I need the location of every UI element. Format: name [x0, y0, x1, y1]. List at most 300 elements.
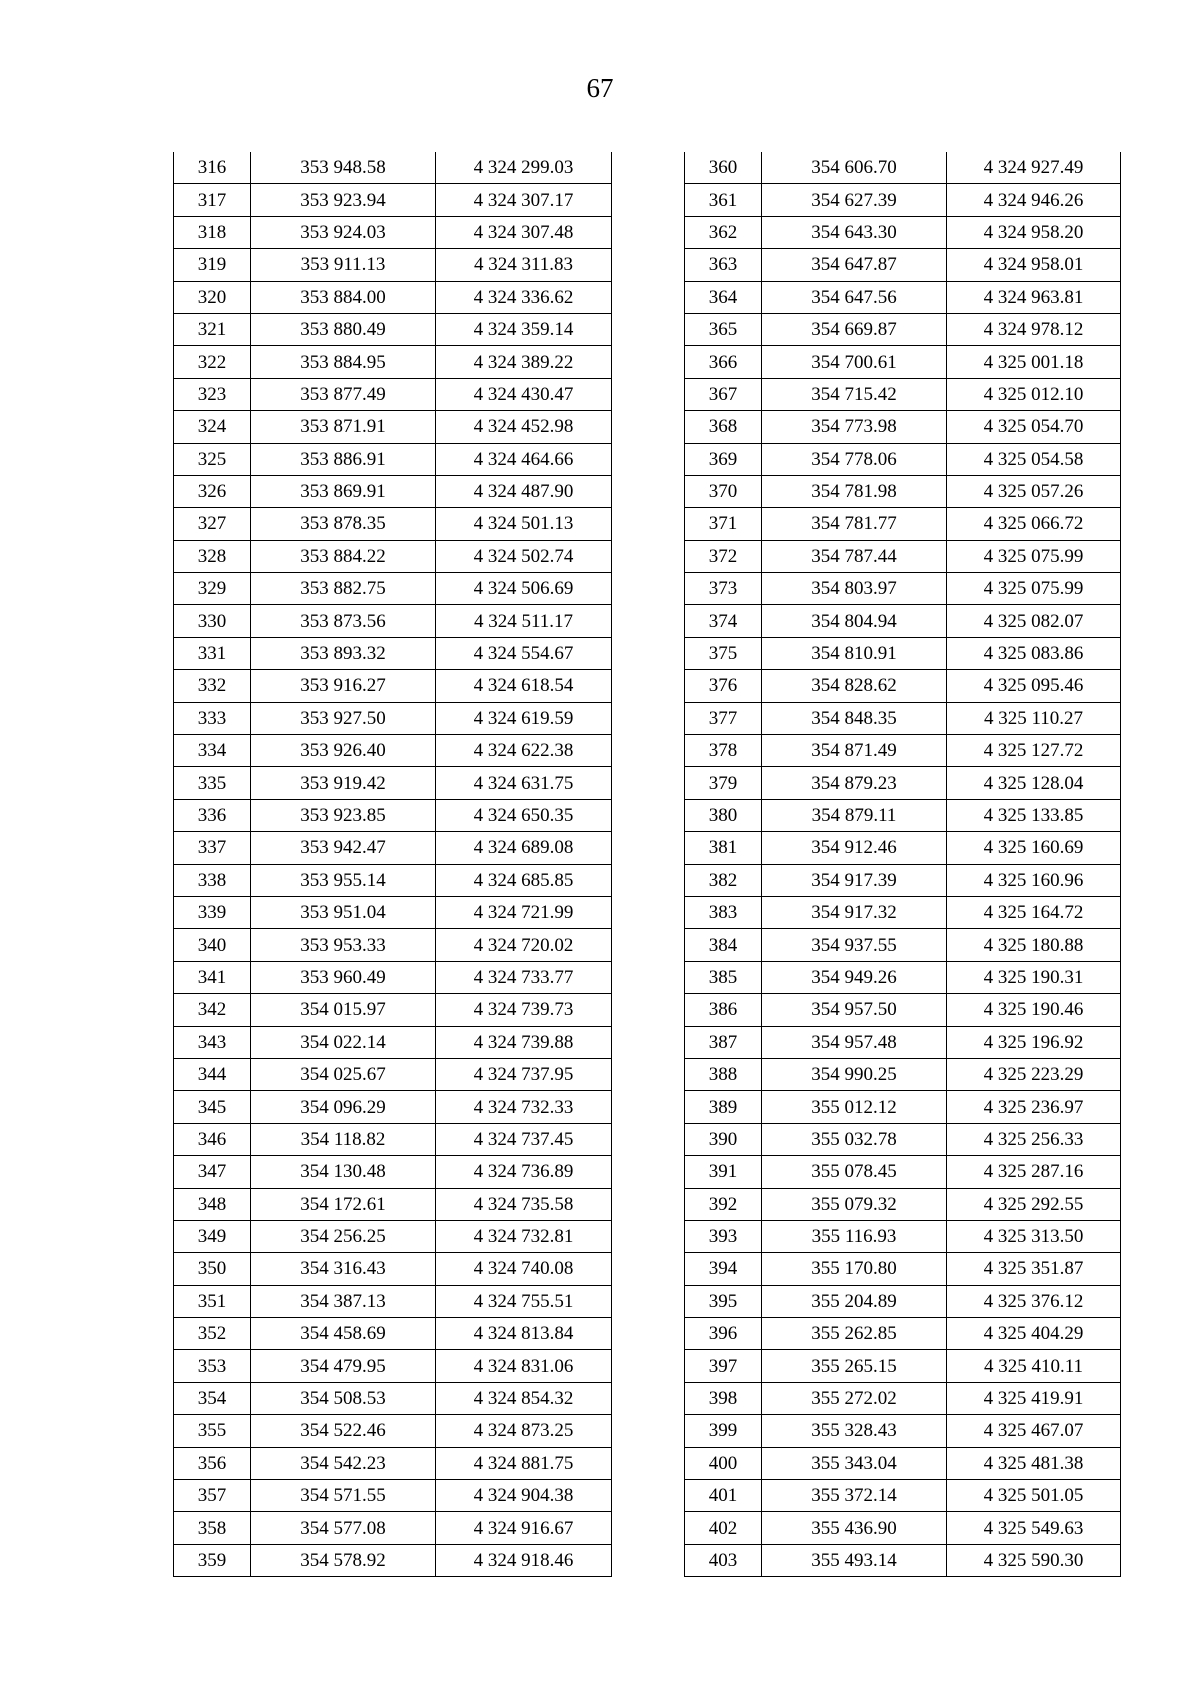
x-coordinate-cell: 354 787.44: [762, 540, 947, 572]
y-coordinate-cell: 4 324 873.25: [436, 1415, 612, 1447]
point-number-cell: 381: [685, 832, 762, 864]
x-coordinate-cell: 355 372.14: [762, 1480, 947, 1512]
point-number-cell: 374: [685, 605, 762, 637]
x-coordinate-cell: 354 022.14: [251, 1026, 436, 1058]
table-row: [685, 994, 1121, 1026]
x-coordinate-cell: 353 880.49: [251, 313, 436, 345]
table-row: [174, 313, 612, 345]
table-row: [174, 637, 612, 669]
y-coordinate-cell: 4 324 511.17: [436, 605, 612, 637]
table-row: [174, 864, 612, 896]
y-coordinate-cell: 4 325 419.91: [947, 1382, 1121, 1414]
point-number-cell: 351: [174, 1285, 251, 1317]
y-coordinate-cell: 4 325 467.07: [947, 1415, 1121, 1447]
y-coordinate-cell: 4 324 721.99: [436, 896, 612, 928]
point-number-cell: 331: [174, 637, 251, 669]
point-number-cell: 329: [174, 573, 251, 605]
x-coordinate-cell: 354 912.46: [762, 832, 947, 864]
table-row: [174, 281, 612, 313]
table-row: [174, 735, 612, 767]
y-coordinate-cell: 4 325 012.10: [947, 378, 1121, 410]
point-number-cell: 378: [685, 735, 762, 767]
point-number-cell: 367: [685, 378, 762, 410]
y-coordinate-cell: 4 325 127.72: [947, 735, 1121, 767]
x-coordinate-cell: 354 479.95: [251, 1350, 436, 1382]
y-coordinate-cell: 4 325 180.88: [947, 929, 1121, 961]
table-row: [174, 249, 612, 281]
x-coordinate-cell: 354 172.61: [251, 1188, 436, 1220]
table-row: [174, 1415, 612, 1447]
x-coordinate-cell: 354 773.98: [762, 411, 947, 443]
y-coordinate-cell: 4 324 619.59: [436, 702, 612, 734]
point-number-cell: 393: [685, 1220, 762, 1252]
table-row: [685, 508, 1121, 540]
point-number-cell: 396: [685, 1318, 762, 1350]
x-coordinate-cell: 353 916.27: [251, 670, 436, 702]
y-coordinate-cell: 4 325 054.58: [947, 443, 1121, 475]
x-coordinate-cell: 354 577.08: [251, 1512, 436, 1544]
table-row: [174, 1058, 612, 1090]
x-coordinate-cell: 354 810.91: [762, 637, 947, 669]
point-number-cell: 357: [174, 1480, 251, 1512]
table-row: [174, 1382, 612, 1414]
y-coordinate-cell: 4 324 732.81: [436, 1220, 612, 1252]
y-coordinate-cell: 4 325 223.29: [947, 1058, 1121, 1090]
y-coordinate-cell: 4 325 404.29: [947, 1318, 1121, 1350]
x-coordinate-cell: 354 957.48: [762, 1026, 947, 1058]
point-number-cell: 338: [174, 864, 251, 896]
x-coordinate-cell: 353 923.85: [251, 799, 436, 831]
y-coordinate-cell: 4 325 133.85: [947, 799, 1121, 831]
y-coordinate-cell: 4 324 733.77: [436, 961, 612, 993]
y-coordinate-cell: 4 325 501.05: [947, 1480, 1121, 1512]
table-row: [685, 961, 1121, 993]
point-number-cell: 330: [174, 605, 251, 637]
table-row: [174, 1220, 612, 1252]
point-number-cell: 370: [685, 475, 762, 507]
y-coordinate-cell: 4 324 946.26: [947, 184, 1121, 216]
point-number-cell: 389: [685, 1091, 762, 1123]
point-number-cell: 343: [174, 1026, 251, 1058]
table-row: [174, 702, 612, 734]
y-coordinate-cell: 4 325 236.97: [947, 1091, 1121, 1123]
point-number-cell: 317: [174, 184, 251, 216]
y-coordinate-cell: 4 324 978.12: [947, 313, 1121, 345]
table-row: [685, 313, 1121, 345]
x-coordinate-cell: 354 015.97: [251, 994, 436, 1026]
x-coordinate-cell: 353 871.91: [251, 411, 436, 443]
x-coordinate-cell: 353 942.47: [251, 832, 436, 864]
table-row: [685, 1447, 1121, 1479]
point-number-cell: 385: [685, 961, 762, 993]
point-number-cell: 320: [174, 281, 251, 313]
point-number-cell: 328: [174, 540, 251, 572]
point-number-cell: 368: [685, 411, 762, 443]
point-number-cell: 403: [685, 1544, 762, 1576]
table-row: [685, 1350, 1121, 1382]
point-number-cell: 371: [685, 508, 762, 540]
point-number-cell: 353: [174, 1350, 251, 1382]
point-number-cell: 361: [685, 184, 762, 216]
y-coordinate-cell: 4 324 737.45: [436, 1123, 612, 1155]
point-number-cell: 321: [174, 313, 251, 345]
y-coordinate-cell: 4 324 618.54: [436, 670, 612, 702]
x-coordinate-cell: 354 508.53: [251, 1382, 436, 1414]
point-number-cell: 375: [685, 637, 762, 669]
x-coordinate-cell: 355 012.12: [762, 1091, 947, 1123]
x-coordinate-cell: 354 643.30: [762, 216, 947, 248]
y-coordinate-cell: 4 324 732.33: [436, 1091, 612, 1123]
y-coordinate-cell: 4 325 376.12: [947, 1285, 1121, 1317]
table-row: [685, 1188, 1121, 1220]
point-number-cell: 332: [174, 670, 251, 702]
y-coordinate-cell: 4 324 963.81: [947, 281, 1121, 313]
table-row: [685, 249, 1121, 281]
table-row: [685, 702, 1121, 734]
point-number-cell: 377: [685, 702, 762, 734]
x-coordinate-cell: 354 458.69: [251, 1318, 436, 1350]
x-coordinate-cell: 355 493.14: [762, 1544, 947, 1576]
point-number-cell: 394: [685, 1253, 762, 1285]
y-coordinate-cell: 4 324 631.75: [436, 767, 612, 799]
point-number-cell: 391: [685, 1156, 762, 1188]
point-number-cell: 335: [174, 767, 251, 799]
point-number-cell: 342: [174, 994, 251, 1026]
coordinates-table-right: [684, 152, 1121, 1577]
x-coordinate-cell: 353 911.13: [251, 249, 436, 281]
y-coordinate-cell: 4 324 854.32: [436, 1382, 612, 1414]
x-coordinate-cell: 353 884.95: [251, 346, 436, 378]
table-row: [685, 475, 1121, 507]
y-coordinate-cell: 4 325 001.18: [947, 346, 1121, 378]
y-coordinate-cell: 4 324 739.73: [436, 994, 612, 1026]
point-number-cell: 397: [685, 1350, 762, 1382]
y-coordinate-cell: 4 325 075.99: [947, 573, 1121, 605]
y-coordinate-cell: 4 324 464.66: [436, 443, 612, 475]
point-number-cell: 325: [174, 443, 251, 475]
x-coordinate-cell: 353 884.22: [251, 540, 436, 572]
y-coordinate-cell: 4 325 075.99: [947, 540, 1121, 572]
y-coordinate-cell: 4 324 736.89: [436, 1156, 612, 1188]
y-coordinate-cell: 4 324 430.47: [436, 378, 612, 410]
y-coordinate-cell: 4 324 336.62: [436, 281, 612, 313]
y-coordinate-cell: 4 324 307.17: [436, 184, 612, 216]
point-number-cell: 363: [685, 249, 762, 281]
point-number-cell: 398: [685, 1382, 762, 1414]
table-row: [174, 378, 612, 410]
point-number-cell: 324: [174, 411, 251, 443]
point-number-cell: 344: [174, 1058, 251, 1090]
point-number-cell: 399: [685, 1415, 762, 1447]
x-coordinate-cell: 354 316.43: [251, 1253, 436, 1285]
x-coordinate-cell: 354 871.49: [762, 735, 947, 767]
point-number-cell: 384: [685, 929, 762, 961]
table-row: [685, 1091, 1121, 1123]
table-row: [685, 1285, 1121, 1317]
x-coordinate-cell: 354 781.98: [762, 475, 947, 507]
x-coordinate-cell: 355 032.78: [762, 1123, 947, 1155]
point-number-cell: 346: [174, 1123, 251, 1155]
point-number-cell: 401: [685, 1480, 762, 1512]
table-row: [685, 1220, 1121, 1252]
point-number-cell: 337: [174, 832, 251, 864]
y-coordinate-cell: 4 324 554.67: [436, 637, 612, 669]
x-coordinate-cell: 355 079.32: [762, 1188, 947, 1220]
y-coordinate-cell: 4 324 737.95: [436, 1058, 612, 1090]
x-coordinate-cell: 353 886.91: [251, 443, 436, 475]
table-row: [685, 540, 1121, 572]
y-coordinate-cell: 4 324 958.20: [947, 216, 1121, 248]
y-coordinate-cell: 4 325 313.50: [947, 1220, 1121, 1252]
x-coordinate-cell: 354 715.42: [762, 378, 947, 410]
y-coordinate-cell: 4 324 831.06: [436, 1350, 612, 1382]
x-coordinate-cell: 354 917.39: [762, 864, 947, 896]
x-coordinate-cell: 354 522.46: [251, 1415, 436, 1447]
table-row: [685, 670, 1121, 702]
point-number-cell: 319: [174, 249, 251, 281]
page-number: 67: [586, 73, 614, 103]
x-coordinate-cell: 353 877.49: [251, 378, 436, 410]
table-row: [174, 1285, 612, 1317]
table-row: [685, 1382, 1121, 1414]
x-coordinate-cell: 354 937.55: [762, 929, 947, 961]
x-coordinate-cell: 354 647.87: [762, 249, 947, 281]
x-coordinate-cell: 353 869.91: [251, 475, 436, 507]
y-coordinate-cell: 4 325 190.46: [947, 994, 1121, 1026]
y-coordinate-cell: 4 324 958.01: [947, 249, 1121, 281]
x-coordinate-cell: 353 878.35: [251, 508, 436, 540]
x-coordinate-cell: 354 848.35: [762, 702, 947, 734]
point-number-cell: 392: [685, 1188, 762, 1220]
y-coordinate-cell: 4 324 650.35: [436, 799, 612, 831]
point-number-cell: 323: [174, 378, 251, 410]
x-coordinate-cell: 353 926.40: [251, 735, 436, 767]
table-row: [685, 767, 1121, 799]
x-coordinate-cell: 354 387.13: [251, 1285, 436, 1317]
table-row: [174, 961, 612, 993]
x-coordinate-cell: 353 927.50: [251, 702, 436, 734]
table-row: [685, 346, 1121, 378]
x-coordinate-cell: 354 917.32: [762, 896, 947, 928]
x-coordinate-cell: 354 778.06: [762, 443, 947, 475]
coordinates-table-left: [173, 152, 612, 1577]
x-coordinate-cell: 355 328.43: [762, 1415, 947, 1447]
y-coordinate-cell: 4 324 927.49: [947, 152, 1121, 184]
point-number-cell: 366: [685, 346, 762, 378]
y-coordinate-cell: 4 325 054.70: [947, 411, 1121, 443]
table-row: [174, 670, 612, 702]
point-number-cell: 387: [685, 1026, 762, 1058]
table-row: [174, 1188, 612, 1220]
table-row: [174, 573, 612, 605]
x-coordinate-cell: 353 884.00: [251, 281, 436, 313]
point-number-cell: 362: [685, 216, 762, 248]
table-row: [685, 1415, 1121, 1447]
point-number-cell: 358: [174, 1512, 251, 1544]
table-row: [174, 1512, 612, 1544]
point-number-cell: 388: [685, 1058, 762, 1090]
y-coordinate-cell: 4 325 110.27: [947, 702, 1121, 734]
y-coordinate-cell: 4 324 916.67: [436, 1512, 612, 1544]
y-coordinate-cell: 4 324 881.75: [436, 1447, 612, 1479]
table-row: [685, 281, 1121, 313]
table-row: [685, 1480, 1121, 1512]
point-number-cell: 322: [174, 346, 251, 378]
point-number-cell: 339: [174, 896, 251, 928]
table-row: [174, 540, 612, 572]
x-coordinate-cell: 353 960.49: [251, 961, 436, 993]
point-number-cell: 356: [174, 1447, 251, 1479]
y-coordinate-cell: 4 325 164.72: [947, 896, 1121, 928]
y-coordinate-cell: 4 325 256.33: [947, 1123, 1121, 1155]
point-number-cell: 333: [174, 702, 251, 734]
table-row: [174, 475, 612, 507]
y-coordinate-cell: 4 325 549.63: [947, 1512, 1121, 1544]
y-coordinate-cell: 4 324 720.02: [436, 929, 612, 961]
x-coordinate-cell: 354 879.11: [762, 799, 947, 831]
x-coordinate-cell: 354 669.87: [762, 313, 947, 345]
x-coordinate-cell: 353 953.33: [251, 929, 436, 961]
point-number-cell: 355: [174, 1415, 251, 1447]
y-coordinate-cell: 4 325 160.69: [947, 832, 1121, 864]
y-coordinate-cell: 4 324 735.58: [436, 1188, 612, 1220]
table-row: [685, 184, 1121, 216]
table-row: [685, 152, 1121, 184]
table-row: [685, 605, 1121, 637]
y-coordinate-cell: 4 324 311.83: [436, 249, 612, 281]
y-coordinate-cell: 4 324 740.08: [436, 1253, 612, 1285]
table-row: [685, 832, 1121, 864]
table-row: [685, 799, 1121, 831]
point-number-cell: 379: [685, 767, 762, 799]
x-coordinate-cell: 354 025.67: [251, 1058, 436, 1090]
point-number-cell: 340: [174, 929, 251, 961]
x-coordinate-cell: 354 118.82: [251, 1123, 436, 1155]
table-row: [174, 152, 612, 184]
table-row: [174, 346, 612, 378]
x-coordinate-cell: 355 272.02: [762, 1382, 947, 1414]
x-coordinate-cell: 355 204.89: [762, 1285, 947, 1317]
point-number-cell: 359: [174, 1544, 251, 1576]
x-coordinate-cell: 354 606.70: [762, 152, 947, 184]
point-number-cell: 383: [685, 896, 762, 928]
y-coordinate-cell: 4 325 083.86: [947, 637, 1121, 669]
table-row: [685, 896, 1121, 928]
table-row: [174, 1091, 612, 1123]
y-coordinate-cell: 4 325 128.04: [947, 767, 1121, 799]
table-row: [685, 1156, 1121, 1188]
table-row: [174, 605, 612, 637]
point-number-cell: 345: [174, 1091, 251, 1123]
point-number-cell: 336: [174, 799, 251, 831]
x-coordinate-cell: 354 571.55: [251, 1480, 436, 1512]
table-row: [685, 1318, 1121, 1350]
y-coordinate-cell: 4 324 299.03: [436, 152, 612, 184]
x-coordinate-cell: 354 256.25: [251, 1220, 436, 1252]
point-number-cell: 350: [174, 1253, 251, 1285]
table-row: [685, 378, 1121, 410]
table-row: [685, 1512, 1121, 1544]
x-coordinate-cell: 355 436.90: [762, 1512, 947, 1544]
table-row: [174, 184, 612, 216]
point-number-cell: 347: [174, 1156, 251, 1188]
table-row: [685, 443, 1121, 475]
table-row: [685, 573, 1121, 605]
x-coordinate-cell: 353 955.14: [251, 864, 436, 896]
y-coordinate-cell: 4 324 501.13: [436, 508, 612, 540]
table-row: [174, 411, 612, 443]
table-row: [174, 1447, 612, 1479]
y-coordinate-cell: 4 325 160.96: [947, 864, 1121, 896]
point-number-cell: 402: [685, 1512, 762, 1544]
point-number-cell: 390: [685, 1123, 762, 1155]
point-number-cell: 380: [685, 799, 762, 831]
x-coordinate-cell: 353 893.32: [251, 637, 436, 669]
point-number-cell: 348: [174, 1188, 251, 1220]
x-coordinate-cell: 354 130.48: [251, 1156, 436, 1188]
y-coordinate-cell: 4 324 622.38: [436, 735, 612, 767]
point-number-cell: 365: [685, 313, 762, 345]
table-row: [174, 767, 612, 799]
table-row: [174, 216, 612, 248]
y-coordinate-cell: 4 324 359.14: [436, 313, 612, 345]
x-coordinate-cell: 354 990.25: [762, 1058, 947, 1090]
y-coordinate-cell: 4 324 685.85: [436, 864, 612, 896]
table-row: [174, 1026, 612, 1058]
table-row: [685, 637, 1121, 669]
x-coordinate-cell: 354 957.50: [762, 994, 947, 1026]
point-number-cell: 316: [174, 152, 251, 184]
x-coordinate-cell: 355 265.15: [762, 1350, 947, 1382]
x-coordinate-cell: 354 879.23: [762, 767, 947, 799]
table-row: [174, 1123, 612, 1155]
x-coordinate-cell: 353 873.56: [251, 605, 436, 637]
table-row: [685, 735, 1121, 767]
y-coordinate-cell: 4 325 287.16: [947, 1156, 1121, 1188]
y-coordinate-cell: 4 325 481.38: [947, 1447, 1121, 1479]
x-coordinate-cell: 353 923.94: [251, 184, 436, 216]
table-row: [174, 1156, 612, 1188]
point-number-cell: 395: [685, 1285, 762, 1317]
x-coordinate-cell: 355 116.93: [762, 1220, 947, 1252]
point-number-cell: 369: [685, 443, 762, 475]
y-coordinate-cell: 4 324 506.69: [436, 573, 612, 605]
y-coordinate-cell: 4 324 813.84: [436, 1318, 612, 1350]
table-row: [685, 1253, 1121, 1285]
y-coordinate-cell: 4 324 502.74: [436, 540, 612, 572]
y-coordinate-cell: 4 324 487.90: [436, 475, 612, 507]
x-coordinate-cell: 354 096.29: [251, 1091, 436, 1123]
x-coordinate-cell: 354 781.77: [762, 508, 947, 540]
x-coordinate-cell: 354 804.94: [762, 605, 947, 637]
table-row: [685, 216, 1121, 248]
y-coordinate-cell: 4 324 755.51: [436, 1285, 612, 1317]
x-coordinate-cell: 355 170.80: [762, 1253, 947, 1285]
table-row: [685, 1123, 1121, 1155]
y-coordinate-cell: 4 325 082.07: [947, 605, 1121, 637]
y-coordinate-cell: 4 325 590.30: [947, 1544, 1121, 1576]
point-number-cell: 352: [174, 1318, 251, 1350]
y-coordinate-cell: 4 325 351.87: [947, 1253, 1121, 1285]
table-row: [174, 1544, 612, 1576]
table-row: [174, 896, 612, 928]
x-coordinate-cell: 354 542.23: [251, 1447, 436, 1479]
table-row: [174, 929, 612, 961]
point-number-cell: 341: [174, 961, 251, 993]
point-number-cell: 400: [685, 1447, 762, 1479]
x-coordinate-cell: 353 919.42: [251, 767, 436, 799]
x-coordinate-cell: 354 803.97: [762, 573, 947, 605]
